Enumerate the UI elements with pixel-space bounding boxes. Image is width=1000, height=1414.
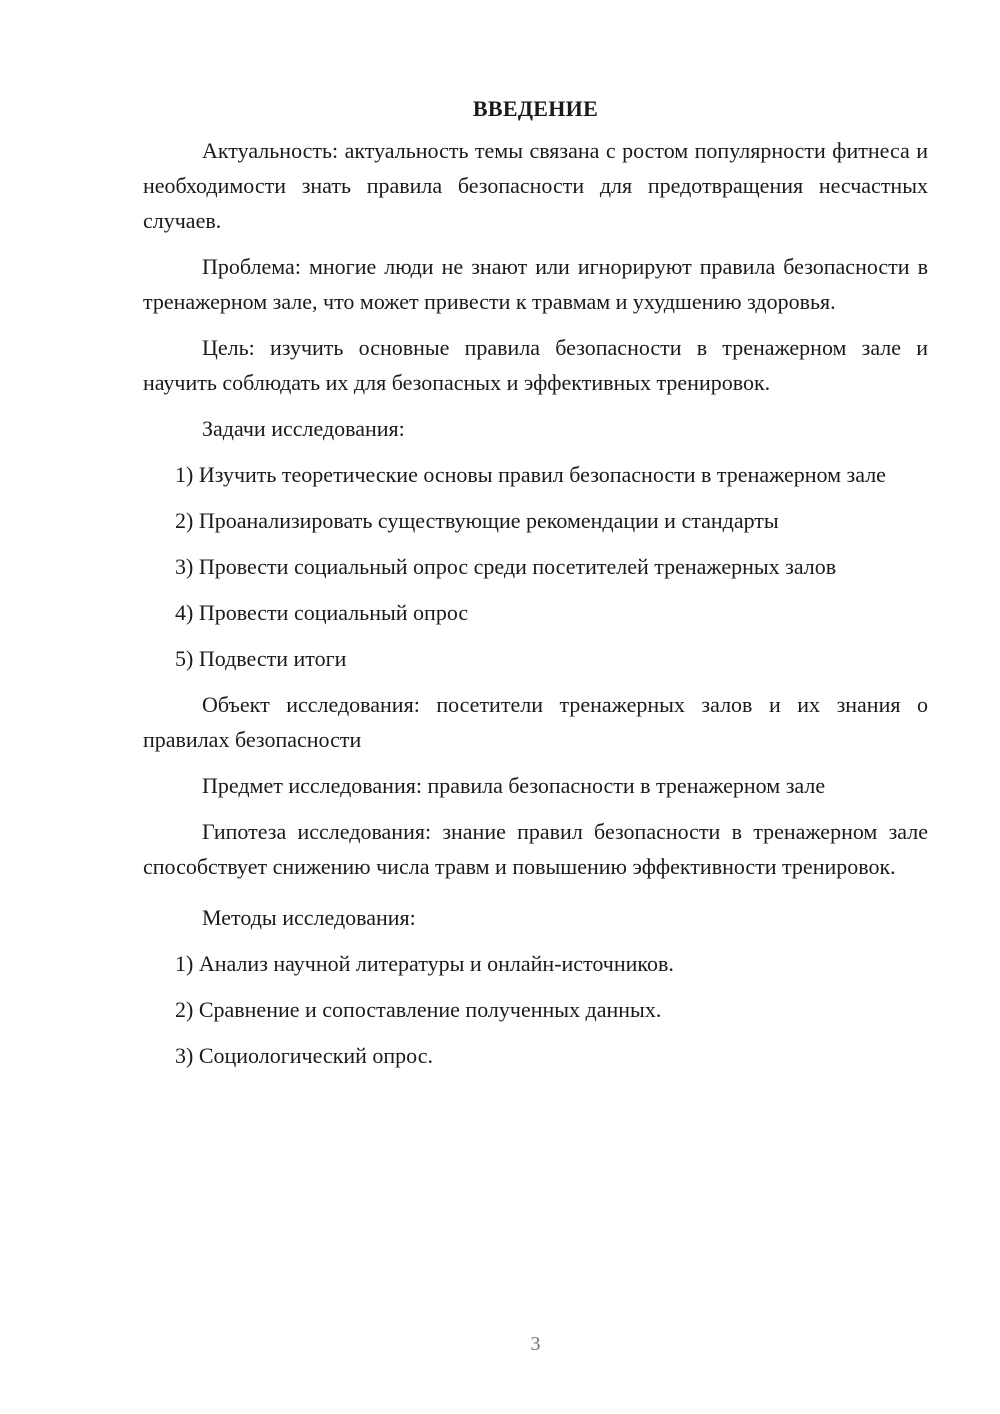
relevance-paragraph: Актуальность: актуальность темы связана с ростом популярности фитнеса и необходимости знать правила безопасности для предотвращения несчастных случаев.	[143, 138, 928, 233]
section-title: ВВЕДЕНИЕ	[472, 96, 599, 121]
task-item-5: 5) Подвести итоги	[175, 646, 347, 671]
tasks-heading: Задачи исследования:	[202, 416, 405, 441]
document-page	[143, 92, 928, 1084]
task-item-3: 3) Провести социальный опрос среди посетителей тренажерных залов	[175, 554, 837, 579]
task-item-4: 4) Провести социальный опрос	[175, 600, 469, 625]
method-item-1: 1) Анализ научной литературы и онлайн-источников.	[175, 951, 674, 976]
task-item-1: 1) Изучить теоретические основы правил безопасности в тренажерном зале	[175, 462, 886, 487]
problem-paragraph: Проблема: многие люди не знают или игнорируют правила безопасности в тренажерном зале, что может привести к травмам и ухудшению здоровья.	[143, 254, 928, 314]
page-number: 3	[530, 1333, 541, 1355]
method-item-3: 3) Социологический опрос.	[175, 1043, 433, 1068]
method-item-2: 2) Сравнение и сопоставление полученных данных.	[175, 997, 662, 1022]
methods-heading: Методы исследования:	[202, 905, 416, 930]
hypothesis-paragraph: Гипотеза исследования: знание правил безопасности в тренажерном зале способствует снижению числа травм и повышению эффективности тренировок.	[143, 819, 928, 879]
task-item-2: 2) Проанализировать существующие рекомендации и стандарты	[175, 508, 779, 533]
goal-paragraph: Цель: изучить основные правила безопасности в тренажерном зале и научить соблюдать их для безопасных и эффективных тренировок.	[143, 335, 928, 395]
subject-paragraph: Предмет исследования: правила безопасности в тренажерном зале	[202, 773, 826, 798]
object-paragraph: Объект исследования: посетители тренажерных залов и их знания о правилах безопасности	[143, 692, 928, 752]
